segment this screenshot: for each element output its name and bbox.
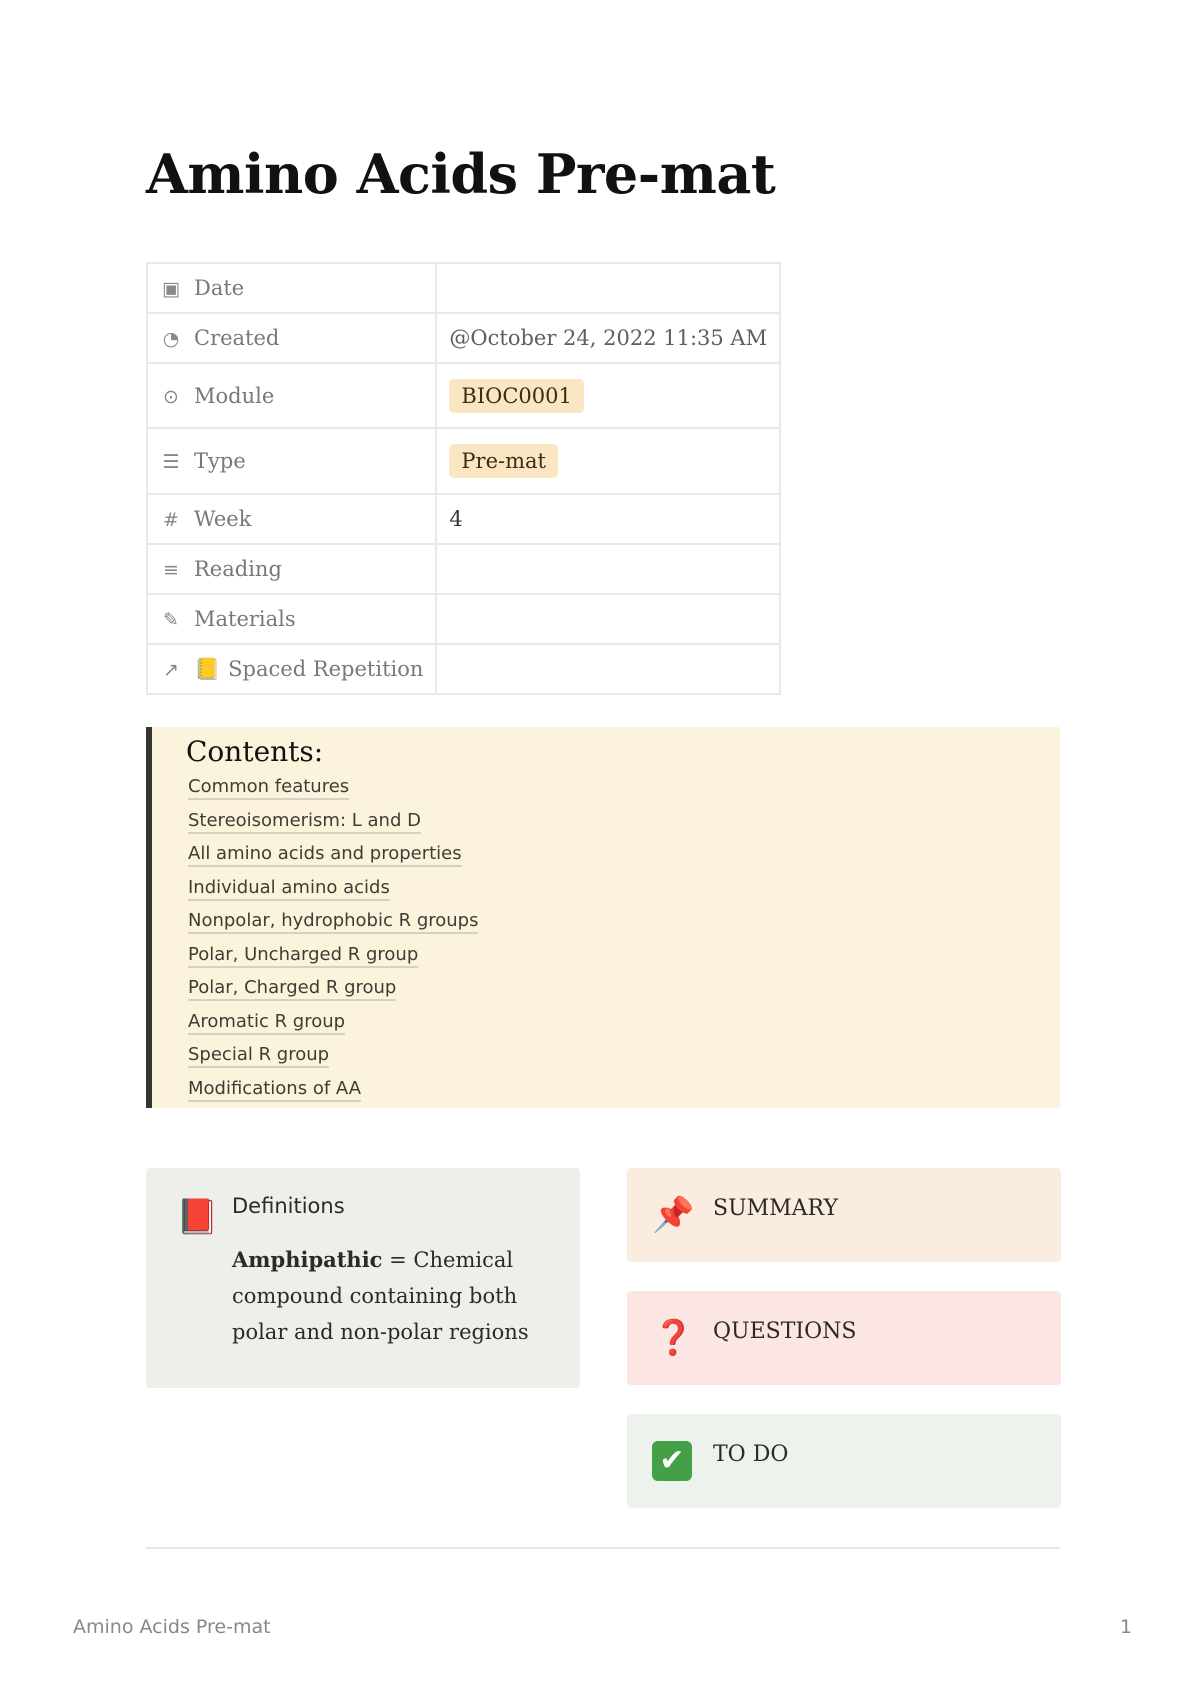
property-label: Created	[194, 326, 280, 350]
property-label: Reading	[194, 557, 282, 581]
question-mark-icon: ❓	[652, 1318, 695, 1358]
property-value[interactable]	[436, 594, 780, 644]
property-label: Spaced Repetition	[228, 656, 424, 681]
relation-arrow-icon: ↗	[163, 658, 179, 681]
property-value[interactable]	[436, 263, 780, 313]
notebook-icon: 📒	[194, 656, 221, 681]
property-label: Materials	[194, 607, 296, 631]
toc-link-all-amino-acids[interactable]: All amino acids and properties	[188, 843, 462, 867]
property-label: Type	[194, 449, 246, 473]
property-row-module[interactable]	[147, 363, 780, 428]
table-of-contents	[186, 776, 1060, 1111]
property-row-date[interactable]	[147, 263, 780, 313]
toc-item	[188, 877, 1060, 911]
property-row-materials[interactable]	[147, 594, 780, 644]
toc-item	[188, 910, 1060, 944]
property-key	[147, 313, 436, 363]
contents-heading: Contents:	[186, 735, 324, 768]
property-row-created[interactable]	[147, 313, 780, 363]
toc-item	[188, 1044, 1060, 1078]
properties-table	[146, 262, 781, 695]
page-number: 1	[1119, 1616, 1132, 1638]
pushpin-icon: 📌	[652, 1195, 695, 1235]
property-value[interactable]	[436, 644, 780, 694]
property-value[interactable]: 4	[436, 494, 780, 544]
toc-item	[188, 843, 1060, 877]
paperclip-icon: ✎	[163, 609, 179, 631]
property-value[interactable]	[436, 544, 780, 594]
toc-link-aromatic[interactable]: Aromatic R group	[188, 1011, 345, 1035]
check-mark-icon: ✔	[652, 1441, 692, 1481]
property-row-type[interactable]	[147, 428, 780, 494]
page-title: Amino Acids Pre-mat	[146, 142, 776, 206]
definitions-callout[interactable]	[146, 1168, 580, 1388]
definition-description: = Chemical compound containing both polar and non-polar regions	[232, 1248, 529, 1344]
toc-link-polar-charged[interactable]: Polar, Charged R group	[188, 977, 396, 1001]
toc-link-individual-amino-acids[interactable]: Individual amino acids	[188, 877, 390, 901]
hash-icon: #	[163, 509, 179, 531]
red-book-icon: 📕	[176, 1197, 219, 1237]
type-tag[interactable]: Pre-mat	[449, 444, 558, 478]
module-tag[interactable]: BIOC0001	[449, 379, 583, 413]
property-key	[147, 363, 436, 428]
toc-item	[188, 810, 1060, 844]
property-row-week[interactable]	[147, 494, 780, 544]
todo-callout[interactable]	[627, 1414, 1061, 1508]
property-key	[147, 594, 436, 644]
toc-item	[188, 1011, 1060, 1045]
todo-title: TO DO	[713, 1442, 789, 1467]
toc-item	[188, 977, 1060, 1011]
property-label: Module	[194, 383, 275, 408]
toc-link-modifications[interactable]: Modifications of AA	[188, 1078, 361, 1102]
definition-term: Amphipathic	[232, 1247, 383, 1272]
divider	[146, 1547, 1060, 1549]
property-key	[147, 494, 436, 544]
list-icon: ☰	[162, 451, 180, 473]
definition-text	[232, 1242, 562, 1350]
toc-link-special[interactable]: Special R group	[188, 1044, 329, 1068]
property-value[interactable]: @October 24, 2022 11:35 AM	[436, 313, 780, 363]
property-key	[147, 644, 436, 694]
property-value[interactable]	[436, 428, 780, 494]
property-key	[147, 544, 436, 594]
contents-callout	[146, 727, 1060, 1108]
definitions-title: Definitions	[232, 1194, 345, 1218]
footer-title: Amino Acids Pre-mat	[73, 1616, 271, 1638]
questions-title: QUESTIONS	[713, 1319, 857, 1344]
summary-title: SUMMARY	[713, 1196, 838, 1221]
toc-link-polar-uncharged[interactable]: Polar, Uncharged R group	[188, 944, 418, 968]
toc-link-nonpolar[interactable]: Nonpolar, hydrophobic R groups	[188, 910, 478, 934]
clock-icon: ◔	[162, 328, 180, 350]
property-row-reading[interactable]	[147, 544, 780, 594]
toc-link-common-features[interactable]: Common features	[188, 776, 349, 800]
property-label: Date	[194, 276, 245, 300]
property-row-spaced-repetition[interactable]	[147, 644, 780, 694]
property-label: Week	[194, 507, 252, 531]
questions-callout[interactable]	[627, 1291, 1061, 1385]
property-key	[147, 263, 436, 313]
text-lines-icon: ≡	[163, 559, 179, 581]
property-value[interactable]	[436, 363, 780, 428]
property-key	[147, 428, 436, 494]
toc-item	[188, 944, 1060, 978]
select-icon: ⊙	[163, 385, 179, 408]
toc-item	[188, 776, 1060, 810]
toc-link-stereoisomerism[interactable]: Stereoisomerism: L and D	[188, 810, 421, 834]
calendar-icon: ▣	[162, 278, 180, 300]
summary-callout[interactable]	[627, 1168, 1061, 1262]
toc-item	[188, 1078, 1060, 1112]
